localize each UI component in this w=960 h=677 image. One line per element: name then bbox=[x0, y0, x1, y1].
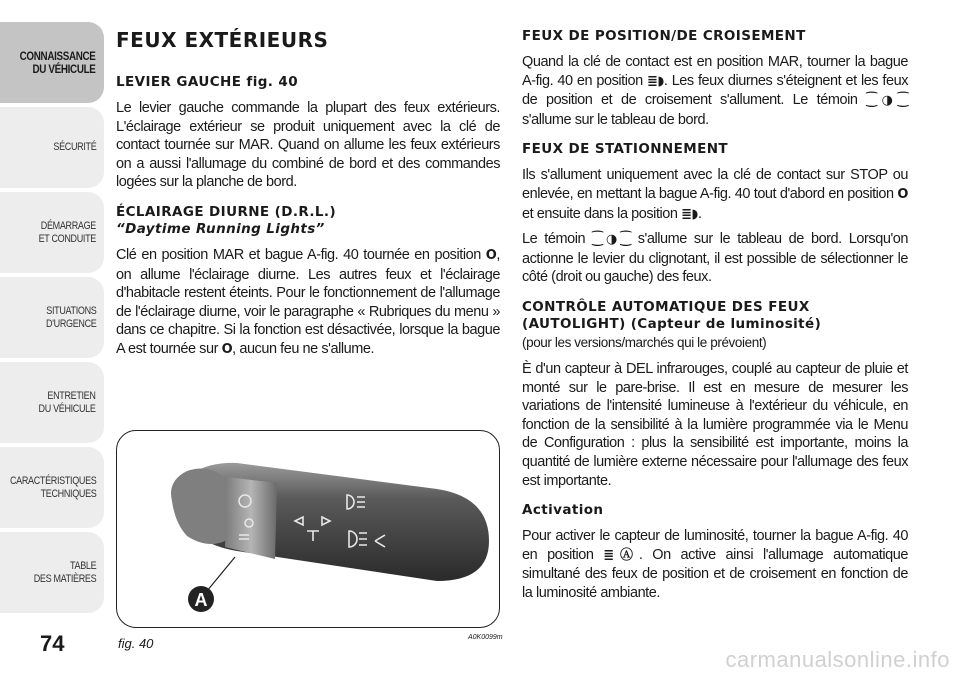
text-span: . bbox=[697, 205, 702, 222]
figure-code: A0K0099m bbox=[468, 634, 503, 641]
right-column bbox=[522, 22, 908, 614]
text-span: , on allume l'éclairage diurne. Les autres feux et l'éclairage d'habitacle restent éteints. Pour le fonctionnement de l'allumage de l'éclairage diurne, voir le paragraphe « Rubriques du menu » dans ce chapitre. Si la fonction est désactivée, lorsque la bague A est tournée sur bbox=[116, 246, 500, 357]
position-o-symbol: O bbox=[485, 247, 497, 263]
text-span: , aucun feu ne s'allume. bbox=[232, 340, 375, 357]
paragraph-feux-position-croisement bbox=[522, 53, 908, 129]
text-span: . On active ainsi l'allumage automatique simultané des feux de position et de croisement en fonction de la luminosité ambiante. bbox=[522, 546, 909, 601]
left-column bbox=[116, 22, 500, 372]
tab-demarrage-et-conduite[interactable] bbox=[0, 192, 104, 273]
auto-lights-icon: ≣Ⓐ bbox=[603, 547, 639, 563]
page-number: 74 bbox=[40, 631, 65, 656]
ring-a bbox=[225, 477, 277, 559]
tab-label: SÉCURITÉ bbox=[53, 141, 96, 153]
paragraph-levier-gauche: Le levier gauche commande la plupart des feux extérieurs. L'éclairage extérieur se produit uniquement avec la clé de contact tournée sur MAR. Quand on allume les feux extérieurs on a aussi l'allumage du combiné de bord et des commandes logées sur la planche de bord. bbox=[116, 100, 500, 191]
figure-40-lever bbox=[116, 430, 500, 628]
section-heading-feux-stationnement: FEUX DE STATIONNEMENT bbox=[522, 141, 729, 158]
versions-note: (pour les versions/marchés qui le prévoient) bbox=[522, 334, 767, 350]
tab-label: ENTRETIEN DU VÉHICULE bbox=[38, 389, 96, 415]
section-heading-controle-automatique: CONTRÔLE AUTOMATIQUE DES FEUX bbox=[522, 298, 810, 315]
position-lights-icon: ⁐◑⁐ bbox=[592, 232, 631, 248]
paragraph-feux-stationnement bbox=[522, 166, 908, 224]
paragraph-capteur-luminosite: È d'un capteur à DEL infrarouges, couplé au capteur de pluie et monté sur le pare-brise. Il est en mesure de mesurer les variations de l'intensité lumineuse à l'extérieur du véhicule, en fonction de la sensibilité à la lumière programmée via le Menu de Configuration : plus la sensibilité est importante, moins la quantité de lumière externe nécessaire pour l'allumage des feux est importante. bbox=[522, 360, 908, 489]
watermark: carmanualsonline.info bbox=[725, 647, 950, 672]
section-subheading-drl: “Daytime Running Lights” bbox=[116, 220, 325, 237]
section-heading-feux-position-croisement: FEUX DE POSITION/DE CROISEMENT bbox=[522, 28, 806, 44]
text-span: Pour activer le capteur de luminosité, tourner la bague A-fig. 40 en position bbox=[522, 528, 908, 563]
section-heading-autolight: (AUTOLIGHT) (Capteur de luminosité) bbox=[522, 315, 822, 332]
tab-label: SITUATIONS D'URGENCE bbox=[45, 304, 96, 330]
chapter-sidebar bbox=[0, 22, 104, 617]
tab-caracteristiques-techniques[interactable] bbox=[0, 447, 104, 528]
tab-entretien-du-vehicule[interactable] bbox=[0, 362, 104, 443]
position-lights-icon: ⁐◑⁐ bbox=[866, 93, 908, 109]
marker-a-leader bbox=[207, 557, 235, 591]
text-span: Clé en position MAR et bague A-fig. 40 tournée en position bbox=[116, 246, 486, 263]
tab-label: DÉMARRAGE ET CONDUITE bbox=[38, 219, 96, 245]
paragraph-eclairage-diurne bbox=[116, 246, 500, 360]
tab-situations-d-urgence[interactable] bbox=[0, 277, 104, 358]
text-span: Le témoin bbox=[522, 231, 593, 248]
text-span: et ensuite dans la position bbox=[522, 205, 682, 222]
page-title: FEUX EXTÉRIEURS bbox=[116, 28, 329, 52]
lever-end-cap bbox=[171, 469, 231, 545]
tab-label: TABLE DES MATIÈRES bbox=[33, 559, 96, 585]
figure-caption: fig. 40 bbox=[118, 636, 154, 651]
text-span: s'allume sur le tableau de bord. Lorsqu'on actionne le levier du clignotant, il est possible de sélectionner le côté (droit ou gauche) des feux. bbox=[522, 231, 908, 286]
text-span: Ils s'allument uniquement avec la clé de contact sur STOP ou enlevée, en mettant la bague A-fig. 40 tout d'abord en position bbox=[522, 167, 908, 202]
paragraph-temoin-stationnement bbox=[522, 230, 908, 287]
left-stalk-illustration bbox=[117, 431, 500, 628]
text-span: . Les feux diurnes s'éteignent et les feux de position et de croisement s'allument. Le témoin bbox=[522, 72, 909, 109]
text-span: Quand la clé de contact est en position MAR, tourner la bague A-fig. 40 en position bbox=[522, 54, 908, 89]
position-o-symbol: O bbox=[897, 186, 908, 202]
tab-label: CARACTÉRISTIQUES TECHNIQUES bbox=[9, 474, 96, 500]
dipped-beam-icon: ≣◗ bbox=[647, 73, 664, 89]
dipped-beam-icon: ≣◗ bbox=[681, 206, 698, 222]
paragraph-activation bbox=[522, 527, 908, 602]
position-o-symbol: O bbox=[221, 341, 233, 357]
text-span: s'allume sur le tableau de bord. bbox=[522, 111, 709, 128]
tab-connaissance-du-vehicule[interactable] bbox=[0, 22, 104, 103]
tab-label: CONNAISSANCE DU VÉHICULE bbox=[20, 48, 96, 76]
marker-a-label: A bbox=[194, 590, 208, 610]
tab-securite[interactable] bbox=[0, 107, 104, 188]
section-heading-levier-gauche: LEVIER GAUCHE fig. 40 bbox=[116, 74, 298, 90]
section-heading-eclairage-diurne: ÉCLAIRAGE DIURNE (D.R.L.) bbox=[116, 203, 337, 220]
tab-table-des-matieres[interactable] bbox=[0, 532, 104, 613]
section-heading-activation: Activation bbox=[522, 502, 604, 519]
